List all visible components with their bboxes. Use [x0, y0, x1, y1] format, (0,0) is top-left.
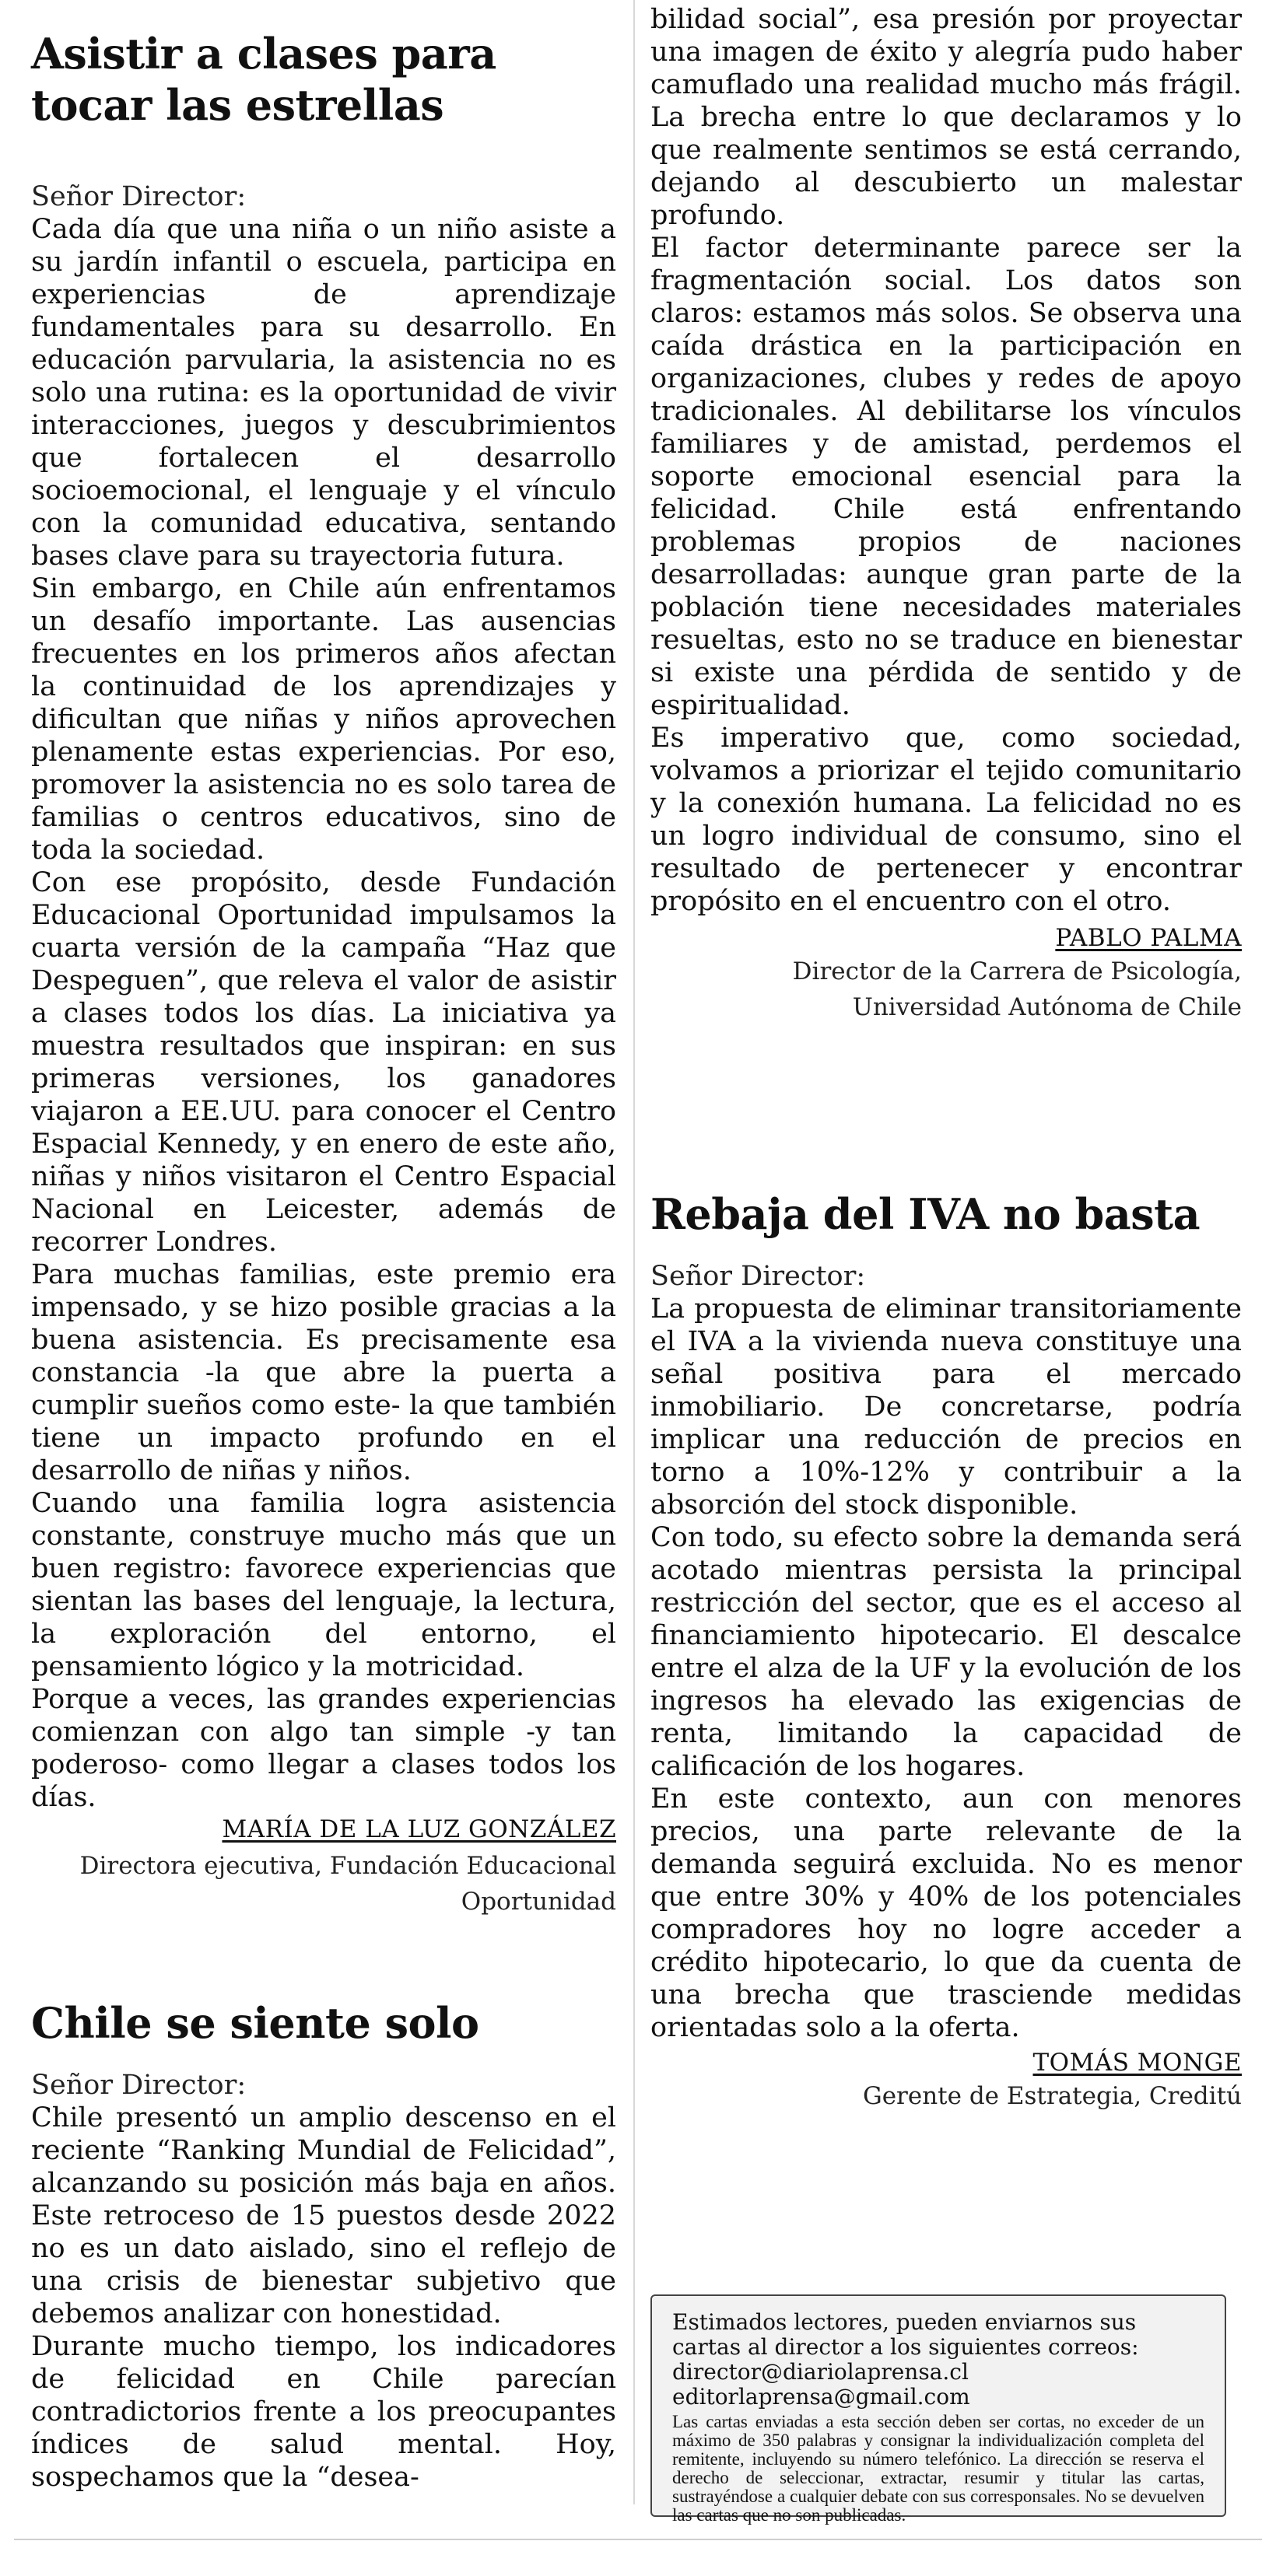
author-name: TOMÁS MONGE — [1032, 2049, 1242, 2077]
contact-intro: Estimados lectores, pueden enviarnos sus cartas al director a los siguientes correos: — [672, 2309, 1139, 2360]
paragraph: Cada día que una niña o un niño asiste a su jardín infantil o escuela, participa en experiencias de aprendizaje fundamentales para su desarrollo. En educación parvularia, la asistencia no es solo una rutina: es la oportunidad de vivir interacciones, juegos y descubrimientos que fortalecen el desarrollo socioemocional, el lenguaje y el vínculo con la comunidad educativa, sentando bases clave para su trayectoria futura. — [31, 214, 616, 572]
author-title: Director de la Carrera de Psicología, — [792, 957, 1242, 985]
paragraph: Cuando una familia logra asistencia constante, construye mucho más que un buen registro: favorece experiencias que sientan las bases del lenguaje, la lectura, la exploración del entorno, el pensamiento lógico y la motricidad. — [31, 1488, 616, 1682]
paragraph: Con ese propósito, desde Fundación Educacional Oportunidad impulsamos la cuarta versión de la campaña “Haz que Despeguen”, que releva el valor de asistir a clases todos los días. La iniciativa ya muestra resultados que inspiran: en sus primeras versiones, los ganadores viajaron a EE.UU. para conocer el Centro Espacial Kennedy, y en enero de este año, niñas y niños visitaron el Centro Espacial Nacional en Leicester, además de recorrer Londres. — [31, 867, 616, 1258]
headline-iva: Rebaja del IVA no basta — [650, 1189, 1201, 1239]
headline-line-2: tocar las estrellas — [31, 80, 444, 130]
reader-contact-box — [650, 2294, 1226, 2525]
letter-asistir-a-clases — [31, 28, 616, 1920]
paragraph-continued-split: bilidad social”, esa presión por proyectar una imagen de éxito y alegría pudo haber camuflado una realidad mucho más frágil. La brecha entre lo que declaramos y lo que realmente sentimos se está cerrando, dejando al descubierto un malestar profundo. — [650, 4, 1242, 231]
paragraph: El factor determinante parece ser la fragmentación social. Los datos son claros: estamos más solos. Se observa una caída drástica en la participación en organizaciones, clubes y redes de apoyo tradicionales. Al debilitarse los vínculos familiares y de amistad, perdemos el soporte emocional esencial para la felicidad. Chile está enfrentando problemas propios de naciones desarrolladas: aunque gran parte de la población tiene necesidades materiales resueltas, esto no se traduce en bienestar si existe una pérdida de sentido y de espiritualidad. — [650, 233, 1242, 721]
paragraph: Con todo, su efecto sobre la demanda será acotado mientras persista la principal restricción del sector, que es el acceso al financiamiento hipotecario. El descalce entre el alza de la UF y la evolución de los ingresos ha elevado las exigencias de renta, limitando la capacidad de calificación de los hogares. — [650, 1522, 1242, 1782]
author-title: Gerente de Estrategia, Creditú — [862, 2082, 1242, 2110]
contact-email-editor[interactable]: editorlaprensa@gmail.com — [672, 2384, 970, 2410]
salutation: Señor Director: — [650, 1261, 866, 1292]
author-name: PABLO PALMA — [1055, 924, 1242, 952]
author-name: MARÍA DE LA LUZ GONZÁLEZ — [222, 1815, 616, 1843]
paragraph: Sin embargo, en Chile aún enfrentamos un desafío importante. Las ausencias frecuentes en los primeros años afectan la continuidad de los aprendizajes y dificultan que niñas y niños aprovechen plenamente estas experiencias. Por eso, promover la asistencia no es solo tarea de familias o centros educativos, sino de toda la sociedad. — [31, 573, 616, 866]
author-title-continued: Oportunidad — [461, 1888, 616, 1916]
author-title-continued: Universidad Autónoma de Chile — [852, 993, 1242, 1021]
author-title: Directora ejecutiva, Fundación Educacional — [79, 1852, 616, 1880]
paragraph: Para muchas familias, este premio era impensado, y se hizo posible gracias a la buena asistencia. Es precisamente esa constancia -la que abre la puerta a cumplir sueños como este- la que también tiene un impacto profundo en el desarrollo de niñas y niños. — [31, 1259, 616, 1486]
contact-email-director[interactable]: director@diariolaprensa.cl — [672, 2359, 969, 2385]
paragraph: Es imperativo que, como sociedad, volvamos a priorizar el tejido comunitario y la conexión humana. La felicidad no es un logro individual de consumo, sino el resultado de pertenecer y encontrar propósito en el encuentro con el otro. — [650, 723, 1242, 917]
letter-chile-continued — [650, 3, 1242, 1025]
headline-asistir — [31, 28, 616, 131]
column-divider — [633, 0, 635, 2504]
contact-rules: Las cartas enviadas a esta sección deben ser cortas, no exceder de un máximo de 350 palabras y consignar la individualización completa del remitente, incluyendo su número telefónico. La dirección se reserva el derecho de seleccionar, extractar, resumir y titular las cartas, sustrayéndose a cualquier debate con sus corresponsales. No se devuelven las cartas que no son publicadas. — [672, 2412, 1204, 2525]
paragraph: Chile presentó un amplio descenso en el reciente “Ranking Mundial de Felicidad”, alcanzando su posición más baja en años. Este retroceso de 15 puestos desde 2022 no es un dato aislado, sino el reflejo de una crisis de bienestar subjetivo que debemos analizar con honestidad. — [31, 2102, 616, 2329]
bottom-rule — [14, 2539, 1262, 2540]
paragraph: La propuesta de eliminar transitoriamente el IVA a la vivienda nueva constituye una señal positiva para el mercado inmobiliario. De concretarse, podría implicar una reducción de precios en torno a 10%-12% y contribuir a la absorción del stock disponible. — [650, 1293, 1242, 1521]
headline-chile: Chile se siente solo — [31, 1998, 479, 2048]
salutation: Señor Director: — [31, 2070, 247, 2101]
salutation: Señor Director: — [31, 181, 247, 212]
letter-chile-se-siente-solo — [31, 1997, 616, 2494]
headline-line-1: Asistir a clases para — [31, 29, 496, 79]
letter-rebaja-del-iva — [650, 1188, 1242, 2114]
paragraph-continued-split: Durante mucho tiempo, los indicadores de felicidad en Chile parecían contradictorios frente a los preocupantes índices de salud mental. Hoy, sospechamos que la “desea- — [31, 2331, 616, 2493]
paragraph: En este contexto, aun con menores precios, una parte relevante de la demanda seguirá excluida. No es menor que entre 30% y 40% de los potenciales compradores hoy no logre acceder a crédito hipotecario, lo que da cuenta de una brecha que trasciende medidas orientadas solo a la oferta. — [650, 1783, 1242, 2043]
paragraph: Porque a veces, las grandes experiencias comienzan con algo tan simple -y tan poderoso- como llegar a clases todos los días. — [31, 1684, 616, 1813]
